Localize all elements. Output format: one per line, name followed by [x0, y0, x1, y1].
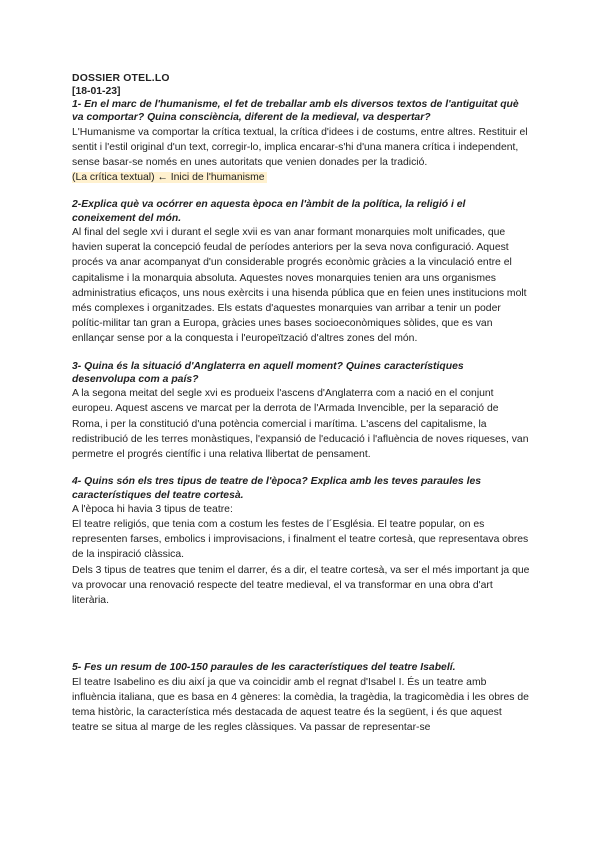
section-5 — [72, 661, 530, 735]
answer-4-conclusion: Dels 3 tipus de teatres que tenim el darrer, és a dir, el teatre cortesà, va ser el més important ja que va provocar una renovació respecte del teatre medieval, el va transformar en una obra d'art literària. — [72, 564, 530, 607]
answer-3-paragraph: A la segona meitat del segle xvi es produeix l'ascens d'Anglaterra com a nació en el conjunt europeu. Aquest ascens ve marcat per la derrota de l'Armada Invencible, per la separació de Roma, i per la constitució d'una potència comercial i marítima. L'ascens del capitalisme, la redistribució de les terres monàstiques, l'expansió de l'educació i l'afluència de noves riqueses, van permetre el progrés científic i una relativa llibertat de pensament. — [72, 388, 529, 461]
answer-4-types: El teatre religiós, que tenia com a costum les festes de l´Església. El teatre popular, on es representen farses, embolics i improvisacions, i finalment el teatre cortesà, que representava obres de la inspiració clàssica. — [72, 519, 529, 561]
question-5: 5- Fes un resum de 100-150 paraules de les característiques del teatre Isabelí. — [72, 662, 456, 674]
section-4 — [72, 475, 530, 608]
section-3 — [72, 360, 530, 463]
section-2 — [72, 198, 530, 346]
answer-1-highlight-line — [72, 170, 530, 185]
question-2: 2-Explica què va ocórrer en aquesta època en l'àmbit de la política, la religió i el coneixement del món. — [72, 199, 466, 224]
answer-2-paragraph: Al final del segle xvi i durant el segle xvii es van anar formant monarquies molt unificades, que havien superat la concepció feudal de períodes anteriors per la seva nova configuració. Aquest procés va anar acompanyat d'un considerable progrés econòmic gràcies a la vinculació entre el capitalisme i la monarquia absoluta. Aquestes noves monarquies tenien ara uns organismes administratius eficaços, uns nous exèrcits i una hisenda pública que en feien unes institucions molt més complexes i organitzades. Els estats d'aquestes monarquies van arribar a tenir un poder polític-militar tan gran a Europa, gràcies unes bases socioeconòmiques sòlides, que es van enllançar sense por a la conquesta i l'europeïtzació d'altres zones del món. — [72, 227, 527, 345]
document-date: [18-01-23] — [72, 86, 121, 97]
question-3: 3- Quina és la situació d'Anglaterra en aquell moment? Quines característiques desenvolupa com a país? — [72, 360, 464, 385]
highlighted-note: (La crítica textual) ← Inici de l'humanisme — [72, 172, 265, 184]
answer-5-paragraph: El teatre Isabelino es diu així ja que va coincidir amb el regnat d'Isabel I. És un teatre amb influència italiana, que es basa en 4 gèneres: la comèdia, la tragèdia, la tragicomèdia i les obres de tema històric, la característica més destacada de aquest teatre és la següent, i és que aquest teatre se situa al marge de les regles clàssiques. Va passar de representar-se — [72, 676, 529, 734]
question-1: 1- En el marc de l'humanisme, el fet de treballar amb els diversos textos de l'antiguitat què va comportar? Quina consciència, diferent de la medieval, va despertar? — [72, 99, 519, 124]
answer-1-paragraph: L'Humanisme va comportar la crítica textual, la crítica d'idees i de costums, entre altres. Restituir el sentit i l'estil original d'un text, corregir-lo, implica encarar-s'hi d'una manera crítica i independent, sense basar-se només en unes autoritats que venien donades per la tradició. — [72, 126, 528, 168]
section-1 — [72, 98, 530, 185]
answer-4-intro: A l'època hi havia 3 tipus de teatre: — [72, 503, 233, 515]
document-title: DOSSIER OTEL.LO — [72, 73, 170, 84]
question-4: 4- Quins són els tres tipus de teatre de l'època? Explica amb les teves paraules les característiques del teatre cortesà. — [72, 476, 482, 501]
